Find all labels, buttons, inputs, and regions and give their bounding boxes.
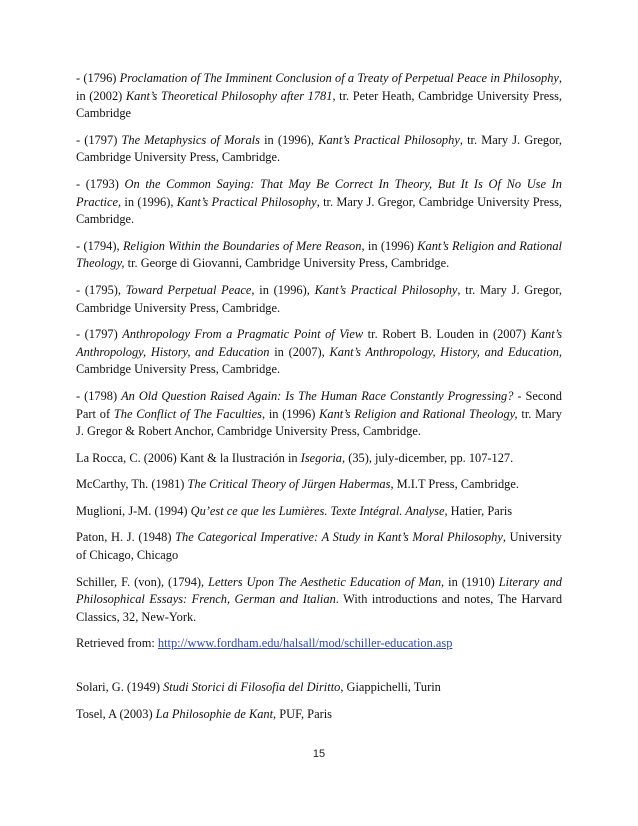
reference-text: tr. Mary J. Gregor & Robert Anchor, Cambridge University Press, Cambridge. xyxy=(76,406,563,439)
reference-text: - (1798) xyxy=(76,388,122,403)
reference-text: , tr. Mary J. Gregor, Cambridge University Press, Cambridge. xyxy=(76,194,562,227)
reference-text: Muglioni, J-M. (1994) xyxy=(76,503,191,518)
reference-title-italic: An Old Question Raised Again: Is The Human Race Constantly Progressing? xyxy=(121,388,514,403)
reference-text: - (1796) xyxy=(76,71,120,85)
reference-title-italic: Letters Upon The Aesthetic Education of Man, xyxy=(208,574,445,589)
reference-text: , in (1996), xyxy=(251,282,315,297)
reference-title-italic: Proclamation of The Imminent Conclusion of a Treaty of Perpetual Peace in Philosophy xyxy=(119,71,559,85)
reference-title-italic: Religion Within the Boundaries of Mere Reason xyxy=(122,238,362,253)
reference-entry-tosel_2003 xyxy=(76,706,562,724)
reference-title-italic: Anthropology From a Pragmatic Point of View xyxy=(122,327,364,342)
reference-text: tr. George di Giovanni, Cambridge University Press, Cambridge. xyxy=(124,256,450,271)
bibliography-list xyxy=(76,70,562,732)
reference-title-italic: The Metaphysics of Morals xyxy=(121,132,260,147)
reference-title-italic: The Conflict of The Faculties xyxy=(113,406,262,421)
page-number: 15 xyxy=(312,748,326,760)
reference-text: in (2007), xyxy=(269,344,330,359)
reference-title-italic: Kant’s Religion and Rational Theology, xyxy=(319,406,518,421)
reference-text: McCarthy, Th. (1981) xyxy=(76,477,188,492)
reference-title-italic: Kant’s Practical Philosophy xyxy=(176,194,317,209)
reference-text: , tr. Mary J. Gregor, Cambridge University Press, Cambridge. xyxy=(76,282,563,315)
reference-text: , tr. Mary J. Gregor, Cambridge University Press, Cambridge. xyxy=(76,132,562,165)
reference-text: Cambridge University Press, Cambridge. xyxy=(76,362,281,377)
reference-entry-mccarthy_1981 xyxy=(76,476,562,494)
reference-text: , University of Chicago, Chicago xyxy=(76,530,562,563)
reference-text: in (1910) xyxy=(444,574,499,589)
reference-entry-paton_1948 xyxy=(76,529,562,564)
reference-title-italic: Literary and Philosophical Essays: French, German and Italian xyxy=(76,574,562,607)
reference-title-italic: Kant’s Theoretical Philosophy after 1781 xyxy=(125,88,333,103)
reference-text: , Giappichelli, Turin xyxy=(340,680,441,695)
reference-text: - (1797) xyxy=(76,132,122,147)
reference-entry-kant_1793 xyxy=(76,176,562,229)
reference-text: La Rocca, C. (2006) Kant & la Ilustración in xyxy=(76,450,301,465)
reference-title-italic: Kant’s Anthropology, History, and Education, xyxy=(329,344,562,359)
reference-entry-schiller_1794 xyxy=(76,574,562,627)
reference-text: , in (1996) xyxy=(361,238,418,253)
reference-text: in (1996), xyxy=(259,132,319,147)
reference-text: Schiller, F. (von), (1794), xyxy=(76,574,209,589)
reference-link[interactable]: http://www.fordham.edu/halsall/mod/schiller-education.asp xyxy=(157,636,453,651)
reference-text: , PUF, Paris xyxy=(273,706,332,721)
reference-entry-kant_1797b xyxy=(76,326,562,379)
reference-entry-retrieved xyxy=(76,635,562,653)
reference-text: , (35), july-dicember, pp. 107-127. xyxy=(342,450,514,465)
reference-text: , in (2002) xyxy=(76,71,563,103)
reference-title-italic: Kant’s Practical Philosophy xyxy=(318,132,460,147)
reference-title-italic: Toward Perpetual Peace xyxy=(125,282,252,297)
reference-entry-kant_1794 xyxy=(76,238,562,273)
reference-text: Paton, H. J. (1948) xyxy=(76,530,176,545)
reference-title-italic: Kant’s Anthropology, History, and Education xyxy=(76,327,563,359)
reference-text: - (1795), xyxy=(76,282,126,297)
reference-text: , tr. Peter Heath, Cambridge University Press, Cambridge xyxy=(76,88,562,121)
reference-entry-muglioni_1994 xyxy=(76,503,562,521)
reference-entry-larocca_2006 xyxy=(76,450,562,468)
reference-entry-kant_1798 xyxy=(76,388,562,441)
reference-title-italic: The Critical Theory of Jürgen Habermas xyxy=(187,477,391,492)
reference-entry-kant_1796 xyxy=(76,70,562,123)
reference-text: , in (1996) xyxy=(261,406,320,421)
reference-text: in (1996), xyxy=(121,194,177,209)
reference-text: , M.I.T Press, Cambridge. xyxy=(390,477,519,492)
reference-title-italic: Isegoria xyxy=(300,450,343,465)
reference-text: tr. Robert B. Louden in (2007) xyxy=(363,327,531,342)
reference-title-italic: Studi Storici di Filosofia del Diritto xyxy=(163,680,341,695)
reference-title-italic: Kant’s Religion and Rational Theology, xyxy=(76,238,562,271)
reference-text: , Hatier, Paris xyxy=(444,503,513,518)
reference-text: Tosel, A (2003) xyxy=(76,706,156,721)
reference-title-italic: On the Common Saying: That May Be Correct In Theory, But It Is Of No Use In Practice, xyxy=(76,176,562,209)
reference-entry-kant_1797a xyxy=(76,132,562,167)
reference-title-italic: La Philosophie de Kant xyxy=(155,706,274,721)
reference-text: - (1797) xyxy=(76,327,123,342)
reference-title-italic: Kant’s Practical Philosophy xyxy=(314,282,458,297)
reference-text: - Second Part of xyxy=(76,388,562,421)
reference-text: - (1793) xyxy=(76,176,125,191)
reference-title-italic: Qu’est ce que les Lumières. Texte Intégral. Analyse xyxy=(190,503,445,518)
reference-text: Solari, G. (1949) xyxy=(76,680,164,695)
reference-text: Retrieved from: xyxy=(76,636,158,651)
reference-entry-kant_1795 xyxy=(76,282,562,317)
reference-entry-solari_1949 xyxy=(76,679,562,697)
reference-text: - (1794), xyxy=(76,238,123,253)
reference-title-italic: The Categorical Imperative: A Study in Kant’s Moral Philosophy xyxy=(175,530,503,545)
reference-text: . With introductions and notes, The Harvard Classics, 32, New-York. xyxy=(76,592,563,624)
